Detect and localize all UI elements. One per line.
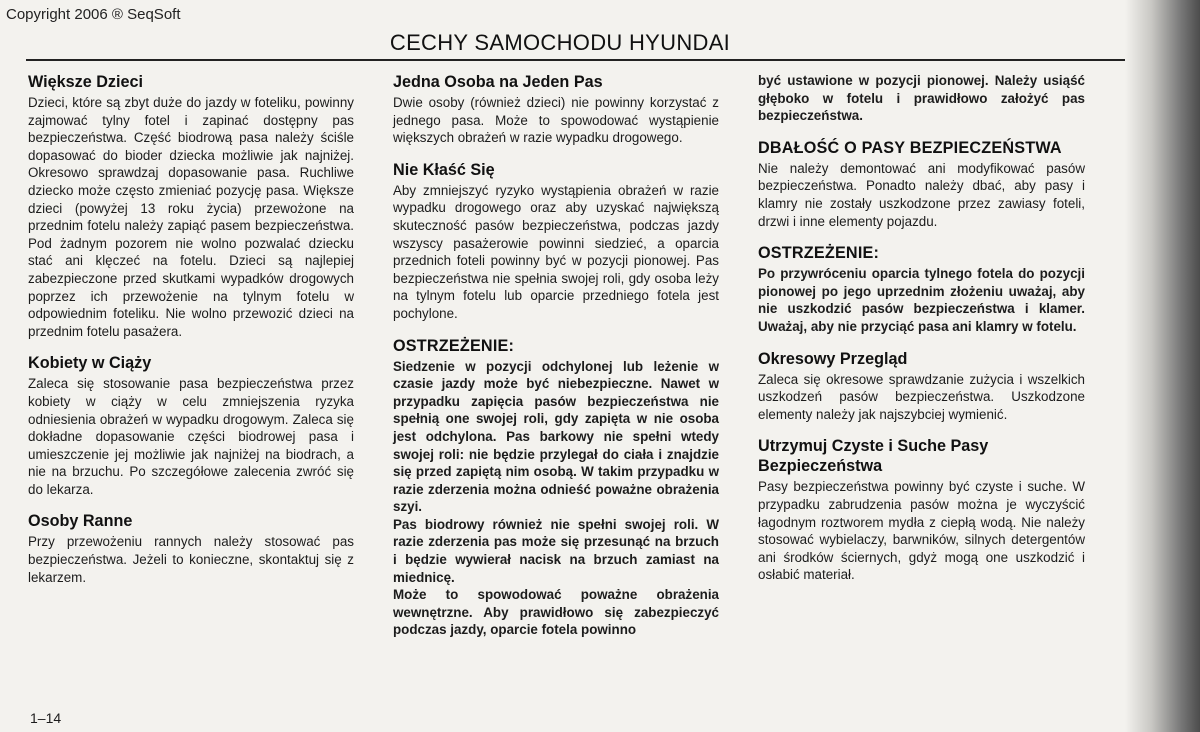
section-title-keep-belts-clean: Utrzymuj Czyste i Suche Pasy Bezpieczeństwa [758,437,989,476]
column-left [28,72,354,599]
section-title-pregnant-women: Kobiety w Ciąży [28,354,152,373]
section-title-do-not-recline: Nie Kłaść Się [393,160,495,179]
warning-text-rear-seat: Po przywróceniu oparcia tylnego fotela do pozycji pionowej po jego uprzednim złożeniu uważaj, aby nie uszkodzić pasów bezpieczeństwa i klamer. Uważaj, aby nie przyciąć pasa ani klamry w fotelu. [758,266,1085,334]
section-text-do-not-recline: Aby zmniejszyć ryzyko wystąpienia obrażeń w razie wypadku drogowego oraz aby uzyskać największą skuteczność pasów bezpieczeństwa, podczas jazdy wszyscy pasażerowie powinni siedzieć, a oparcia przednich foteli powinny być w pozycji pionowej. Pas bezpieczeństwa nie spełnia swojej roli, gdy osoba leży na tylnym fotelu lub oparcie przedniego fotela jest pochylone. [393,182,719,321]
section-title-belt-care: DBAŁOŚĆ O PASY BEZPIECZEŃSTWA [758,138,1062,157]
warning-text-reclined-2: Pas biodrowy również nie spełni swojej roli. W razie zderzenia pas może się przesunąć na brzuch i będzie wywierał nacisk na brzuch zamiast na miednicę. [393,516,719,585]
copyright-notice: Copyright 2006 ® SeqSoft [6,6,181,23]
page-header-title: CECHY SAMOCHODU HYUNDAI [389,30,731,55]
section-text-larger-children: Dzieci, które są zbyt duże do jazdy w foteliku, powinny zajmować tylny fotel i zapinać dostępny pas bezpieczeństwa. Część biodrową pasa należy ściśle dopasować do bioder dziecka możliwie jak najniżej. Okresowo sprawdzaj dopasowanie pasa. Ruchliwe dziecko może często zmieniać pozycję pasa. Większe dzieci (powyżej 13 roku życia) przewożone na przednim fotelu należy zapiąć pasem bezpieczeństwa. Pod żadnym pozorem nie wolno pozwalać dziecku stać ani klęczeć na fotelu. Dzieci są najlepiej zabezpieczone przed skutkami wypadków drogowych poprzez ich przewożenie na tylnym fotelu w odpowiednim foteliku. Nie wolno przewozić dzieci na przednim fotelu pasażera. [28,95,354,339]
section-text-belt-care: Nie należy demontować ani modyfikować pasów bezpieczeństwa. Ponadto należy dbać, aby pasy i klamry nie zostały uszkodzone przez zawiasy foteli, drzwi i inne elementy pojazdu. [758,160,1085,229]
section-title-larger-children: Większe Dzieci [28,73,144,91]
warning-text-reclined-3: Może to spowodować poważne obrażenia wewnętrzne. Aby prawidłowo się zabezpieczyć podczas jazdy, oparcie fotela powinno [393,587,719,638]
section-text-one-person-one-belt: Dwie osoby (również dzieci) nie powinny korzystać z jednego pasa. Może to spowodować wystąpienie większych obrażeń w razie wypadku drogowego. [393,95,719,146]
section-text-injured-persons: Przy przewożeniu rannych należy stosować pas bezpieczeństwa. Jeżeli to konieczne, skontaktuj się z lekarzem. [28,534,354,585]
header-rule [26,59,1130,61]
column-middle [393,72,719,652]
warning-text-reclined-1: Siedzenie w pozycji odchylonej lub leżenie w czasie jazdy może być niebezpieczne. Nawet w przypadku zapięcia pasów bezpieczeństwa nie spełnią one swojej roli, gdy zapięta w nie osoba jest odchylona. Pas barkowy nie spełni wtedy swojej roli: nie będzie przylegał do ciała i znajdzie się przed zapiętą nim osobą. W takim przypadku w razie zderzenia można odnieść poważne obrażenia szyi. [393,358,719,515]
column-right [758,72,1085,597]
section-text-keep-belts-clean: Pasy bezpieczeństwa powinny być czyste i suche. W przypadku zabrudzenia pasów można je wyczyścić łagodnym roztworem mydła z ciepłą wodą. Nie należy stosować wybielaczy, barwników, silnych detergentów ani środków ściernych, gdyż mogą one uszkodzić i osłabić materiał. [758,479,1085,583]
warning-title-reclined: OSTRZEŻENIE: [393,336,515,355]
warning-title-rear-seat: OSTRZEŻENIE: [758,244,880,263]
section-title-one-person-one-belt: Jedna Osoba na Jeden Pas [393,73,603,91]
section-text-periodic-inspection: Zaleca się okresowe sprawdzanie zużycia i wszelkich uszkodzeń pasów bezpieczeństwa. Uszkodzone elementy należy jak najszybciej wymienić. [758,371,1085,422]
page-number: 1–14 [30,710,62,726]
section-title-injured-persons: Osoby Ranne [28,512,133,531]
section-text-pregnant-women: Zaleca się stosowanie pasa bezpieczeństwa przez kobiety w ciąży w celu zmniejszenia ryzyka odniesienia obrażeń w wypadku drogowym. Zaleca się dokładne dopasowanie części biodrowej pasa i umieszczenie jej możliwie jak najniżej na biodrach, a nie na brzuchu. Po szczegółowe zalecenia zwróć się do lekarza. [28,376,354,497]
book-spine-shadow [1125,0,1200,732]
warning-text-continued: być ustawione w pozycji pionowej. Należy usiąść głęboko w fotelu i prawidłowo założyć pas bezpieczeństwa. [758,73,1085,124]
section-title-periodic-inspection: Okresowy Przegląd [758,349,908,368]
